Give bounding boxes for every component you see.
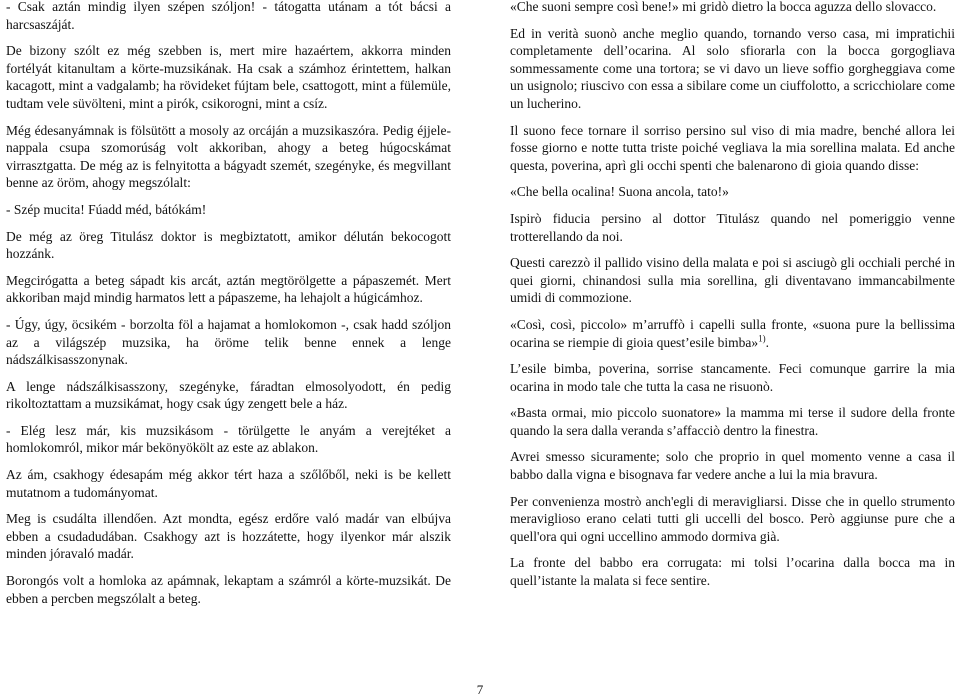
paragraph: De bizony szólt ez még szebben is, mert mire hazaértem, akkorra minden fortélyát kitanultam a körte-muzsikának. Ha csak a számhoz érintettem, halkan kacagott, mint a vadgalamb; ha rövideket fújtam bele, csattogott, mint a fülemüle, tudtam vele süvölteni, mint a pirók, csikorogni, mint a csíz. xyxy=(6,43,451,111)
paragraph: Avrei smesso sicuramente; solo che proprio in quel momento venne a casa il babbo dalla vigna e bisognava far vedere anche a lui la mia bravura. xyxy=(510,449,955,483)
paragraph: - Csak aztán mindig ilyen szépen szóljon! - tátogatta utánam a tót bácsi a harcsaszáját. xyxy=(6,0,451,32)
footnote-marker[interactable]: 1) xyxy=(758,333,766,343)
paragraph: «Che suoni sempre così bene!» mi gridò dietro la bocca aguzza dello slovacco. xyxy=(510,0,937,14)
paragraph: De még az öreg Titulász doktor is megbiztatott, amikor délután bekocogott hozzánk. xyxy=(6,228,451,262)
paragraph: - Elég lesz már, kis muzsikásom - törülgette le anyám a verejtéket a homlokomról, mikor már bekönyökölt az este az ablakon. xyxy=(6,422,451,456)
paragraph: Per convenienza mostrò anch'egli di meravigliarsi. Disse che in quello strumento meraviglioso erano celati tutti gli uccelli del bosco. Però aggiunse pure che a quell'ora qui ogni uccellino ammodo dormiva già. xyxy=(510,493,955,544)
paragraph: - Szép mucita! Fúadd méd, bátókám! xyxy=(6,201,207,217)
italian-text-column xyxy=(510,0,955,599)
paragraph: - Úgy, úgy, öcsikém - borzolta föl a hajamat a homlokomon -, csak hadd szóljon az a világszép muzsika, ha öröme telik benne ennek a lenge nádszálkisasszonynak. xyxy=(6,316,451,368)
paragraph-end: . xyxy=(765,334,770,350)
hungarian-text-column xyxy=(6,0,451,616)
paragraph: La fronte del babbo era corrugata: mi tolsi l’ocarina dalla bocca ma in quell’istante la malata si fece sentire. xyxy=(510,555,955,589)
paragraph: Questi carezzò il pallido visino della malata e poi si asciugò gli occhiali perché in quei giorni, chinandosi sulla mia sorellina, gli diventavano immancabilmente umidi di commozione. xyxy=(510,255,955,306)
paragraph: A lenge nádszálkisasszony, szegényke, fáradtan elmosolyodott, én pedig rikoltoztattam a muzsikámat, hogy csak úgy zengett bele a ház. xyxy=(6,378,451,412)
paragraph: L’esile bimba, poverina, sorrise stancamente. Feci comunque garrire la mia ocarina in modo tale che tutta la casa ne risuonò. xyxy=(510,361,955,394)
paragraph: Il suono fece tornare il sorriso persino sul viso di mia madre, benché allora lei fosse giorno e notte tutta triste poiché vegliava la mia sorellina malata. Ed anche questa, poverina, aprì gli occhi spenti che balenarono di gioia quando disse: xyxy=(510,122,955,173)
paragraph: Ispirò fiducia persino al dottor Titulász quando nel pomeriggio venne trotterellando da noi. xyxy=(510,210,955,244)
paragraph: Ed in verità suonò anche meglio quando, tornando verso casa, mi impratichii completamente dell’ocarina. Al solo sfiorarla con la bocca gorgogliava sommessamente come una tortora; se vi davo un lieve soffio gorgheggiava come un usignolo; riuscivo con essa a sibilare come un ciuffolotto, a scricchiolare come un lucherino. xyxy=(510,25,955,111)
paragraph: Meg is csudálta illendően. Azt mondta, egész erdőre való madár van elbújva ebben a csudadudában. Csakhogy azt is hozzátette, hogy ilyenkor már alszik minden jóravaló madár. xyxy=(6,511,451,562)
paragraph: Az ám, csakhogy édesapám még akkor tért haza a szőlőből, neki is be kellett mutatnom a tudományomat. xyxy=(6,467,451,500)
footnote-paragraph xyxy=(510,316,955,351)
paragraph-text: «Così, così, piccolo» m’arruffò i capelli sulla fronte, «suona pure la bellissima ocarina se riempie di gioia quest’esile bimba» xyxy=(510,316,955,350)
paragraph: Megcirógatta a beteg sápadt kis arcát, aztán megtörölgette a pápaszemét. Mert akkoriban majd mindig harmatos lett a pápaszeme, ha lehajolt a húgicámhoz. xyxy=(6,272,451,306)
paragraph: «Basta ormai, mio piccolo suonatore» la mamma mi terse il sudore della fronte quando la sera dalla veranda s’affacciò dentro la finestra. xyxy=(510,405,955,438)
paragraph: «Che bella ocalina! Suona ancola, tato!» xyxy=(510,184,729,200)
paragraph: Még édesanyámnak is fölsütött a mosoly az orcáján a muzsikaszóra. Pedig éjjele-nappala csupa szomorúság volt akkoriban, ahogy a beteg húgocskámat virrasztgatta. De még az is felnyitotta a bágyadt szemét, szegényke, és megvillant benne az öröm, ahogy megszólalt: xyxy=(6,122,451,191)
paragraph: Borongós volt a homloka az apámnak, lekaptam a számról a körte-muzsikát. De ebben a percben megszólalt a beteg. xyxy=(6,573,451,606)
page-number: 7 xyxy=(476,682,484,697)
